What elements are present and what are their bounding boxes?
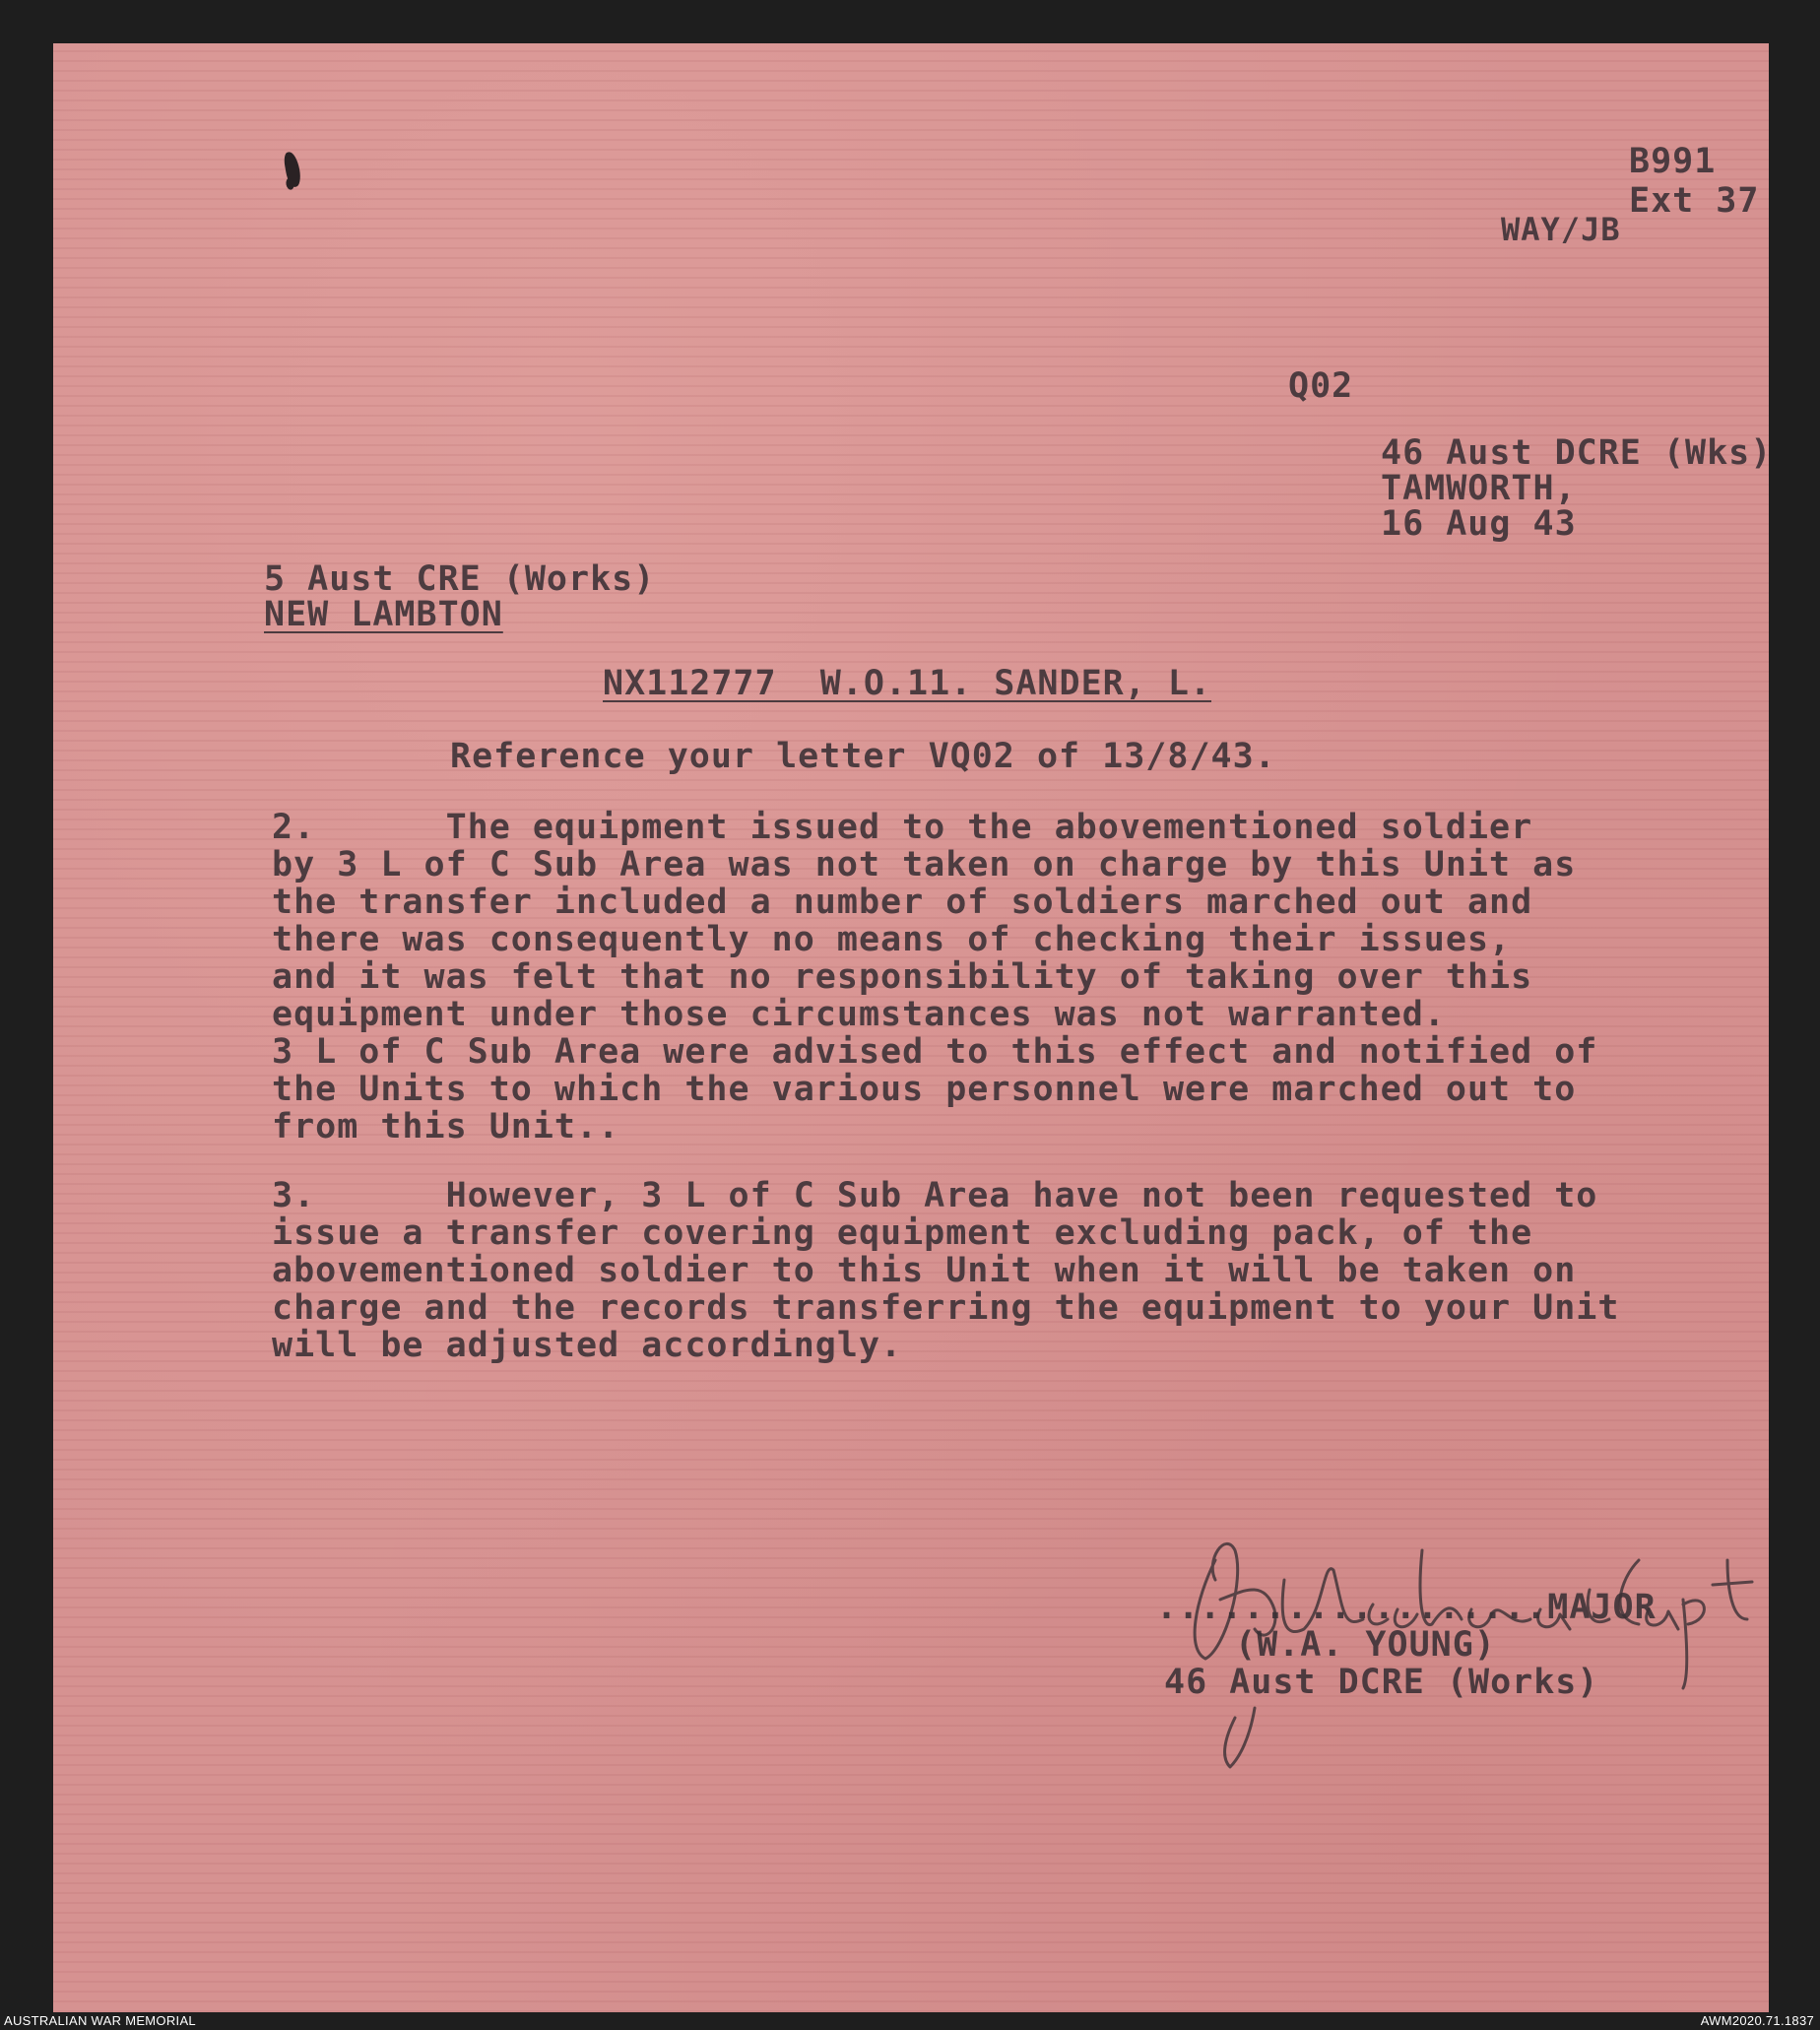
paragraph-line: the Units to which the various personnel were marched out to (272, 1070, 1577, 1109)
paragraph-line: issue a transfer covering equipment excluding pack, of the (272, 1213, 1533, 1253)
paragraph-line: 2. The equipment issued to the abovementioned soldier (272, 808, 1533, 847)
document-paper (53, 43, 1773, 2012)
paragraph-line: charge and the records transferring the equipment to your Unit (272, 1288, 1620, 1328)
footer-accession-number: AWM2020.71.1837 (1700, 2013, 1814, 2028)
paragraph-line: equipment under those circumstances was not warranted. (272, 995, 1446, 1034)
reference-code: Q02 (1288, 366, 1354, 406)
recipient-place: NEW LAMBTON (264, 595, 503, 634)
footer-institution: AUSTRALIAN WAR MEMORIAL (4, 2013, 196, 2028)
paragraph-line: 3 L of C Sub Area were advised to this effect and notified of (272, 1032, 1598, 1072)
letter-date: 16 Aug 43 (1381, 504, 1577, 544)
reference-line: Reference your letter VQ02 of 13/8/43. (450, 737, 1276, 776)
typist-initials: WAY/JB (1501, 211, 1621, 248)
recipient-unit: 5 Aust CRE (Works) (264, 559, 656, 599)
paragraph-line: will be adjusted accordingly. (272, 1326, 903, 1365)
paragraph-line: and it was felt that no responsibility of taking over this (272, 957, 1533, 997)
paragraph-line: the transfer included a number of soldiers marched out and (272, 883, 1533, 922)
sender-unit: 46 Aust DCRE (Wks) (1381, 433, 1773, 473)
paragraph-line: from this Unit.. (272, 1107, 620, 1146)
file-reference: B991 (1629, 142, 1717, 181)
subject-line: NX112777 W.O.11. SANDER, L. (603, 664, 1212, 703)
signatory-unit: 46 Aust DCRE (Works) (1164, 1663, 1599, 1702)
extension-number: Ext 37 (1629, 181, 1760, 221)
signatory-name: (W.A. YOUNG) (1235, 1625, 1496, 1665)
footer-bar (0, 2012, 1820, 2030)
sender-place: TAMWORTH, (1381, 469, 1577, 508)
ink-blot (283, 151, 302, 188)
signature-rank-line: ..................MAJOR (1156, 1588, 1657, 1627)
paragraph-line: 3. However, 3 L of C Sub Area have not been requested to (272, 1176, 1598, 1215)
paragraph-line: abovementioned soldier to this Unit when it will be taken on (272, 1251, 1577, 1290)
paragraph-line: there was consequently no means of checking their issues, (272, 920, 1512, 959)
paragraph-line: by 3 L of C Sub Area was not taken on charge by this Unit as (272, 845, 1577, 884)
